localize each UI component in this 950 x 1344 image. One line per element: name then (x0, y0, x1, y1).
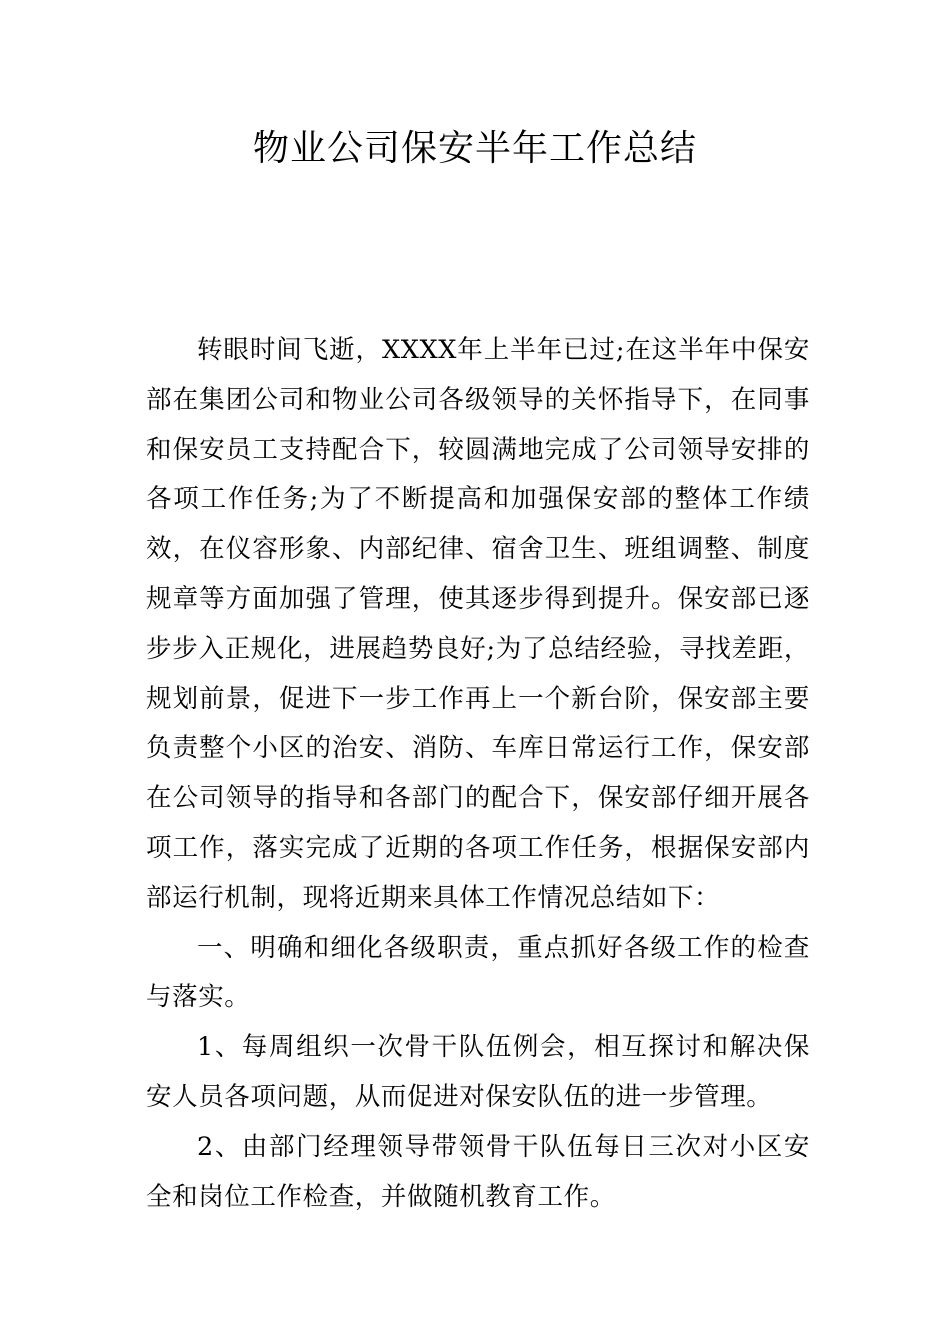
paragraph-item-2: 2、由部门经理领导带领骨干队伍每日三次对小区安全和岗位工作检查，并做随机教育工作。 (146, 1131, 810, 1212)
document-body (146, 326, 810, 1222)
paragraph-item-1: 1、每周组织一次骨干队伍例会，相互探讨和解决保安人员各项问题，从而促进对保安队伍的进一步管理。 (146, 1032, 810, 1112)
document-title: 物业公司保安半年工作总结 (252, 128, 697, 169)
paragraph-intro: 转眼时间飞逝，XXXX年上半年已过;在这半年中保安部在集团公司和物业公司各级领导的关怀指导下，在同事和保安员工支持配合下，较圆满地完成了公司领导安排的各项工作任务;为了不断提高和加强保安部的整体工作绩效，在仪容形象、内部纪律、宿舍卫生、班组调整、制度规章等方面加强了管理，使其逐步得到提升。保安部已逐步步入正规化，进展趋势良好;为了总结经验，寻找差距，规划前景，促进下一步工作再上一个新台阶，保安部主要负责整个小区的治安、消防、车库日常运行工作，保安部在公司领导的指导和各部门的配合下，保安部仔细开展各项工作，落实完成了近期的各项工作任务，根据保安部内部运行机制，现将近期来具体工作情况总结如下： (146, 335, 810, 913)
paragraph-section-one-heading: 一、明确和细化各级职责，重点抓好各级工作的检查与落实。 (146, 932, 810, 1013)
